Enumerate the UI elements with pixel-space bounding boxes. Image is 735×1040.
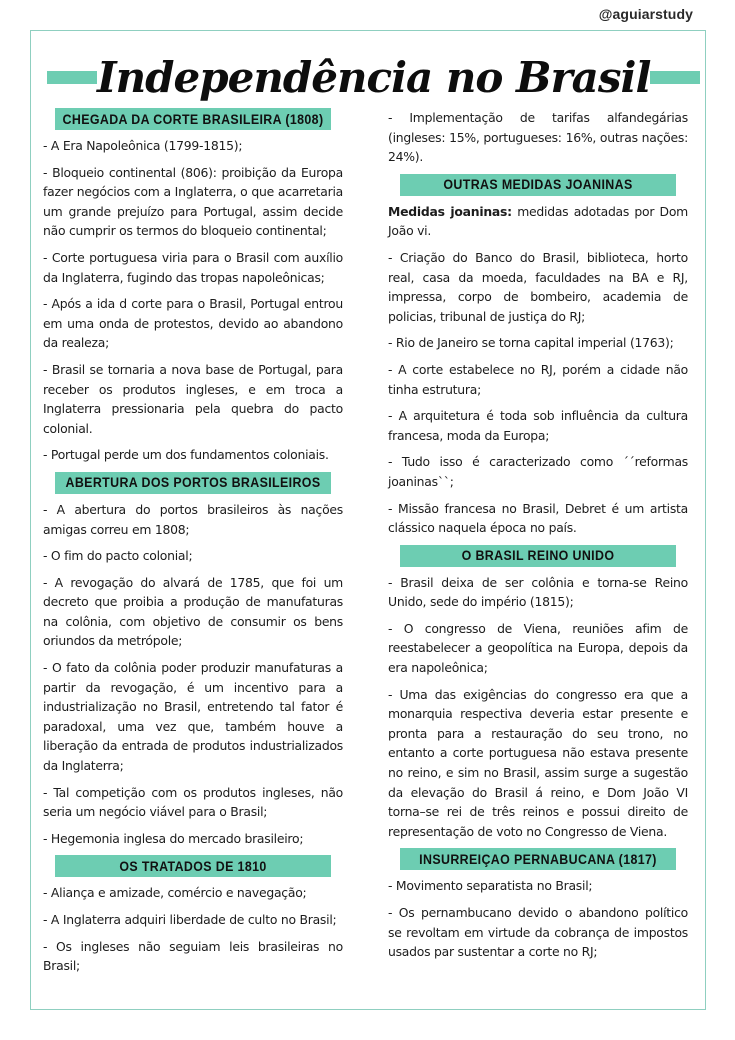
section-heading: CHEGADA DA CORTE BRASILEIRA (1808): [55, 108, 331, 130]
list-item: - Movimento separatista no Brasil;: [388, 878, 593, 894]
list-item: - Brasil se tornaria a nova base de Portugal, para receber os produtos ingleses, e em troca a Inglaterra pressionaria pela quebra do pacto colonial.: [43, 361, 343, 436]
section-reino-unido: [388, 545, 688, 842]
list-item: - Portugal perde um dos fundamentos coloniais.: [43, 447, 329, 463]
list-item: - O fim do pacto colonial;: [43, 548, 193, 564]
definition-text: medidas adotadas por Dom João vi.: [388, 203, 688, 239]
list-item: - Implementação de tarifas alfandegárias (ingleses: 15%, portugueses: 16%, outras nações: 24%).: [388, 110, 688, 165]
section-heading: INSURREIÇAO PERNABUCANA (1817): [400, 848, 676, 870]
list-item: - Aliança e amizade, comércio e navegação;: [43, 885, 307, 901]
title-bar-left: [47, 71, 97, 84]
list-item: - A abertura do portos brasileiros às nações amigas correu em 1808;: [43, 501, 343, 537]
list-item: - A Era Napoleônica (1799-1815);: [43, 138, 243, 153]
list-item: - Bloqueio continental (806): proibição da Europa fazer negócios com a Inglaterra, o que acarretaria um grande prejuízo para Portugal, assim decide não cumprir os termos do bloqueio continental;: [43, 164, 343, 239]
list-item: - Corte portuguesa viria para o Brasil com auxílio da Inglaterra, fugindo das tropas napoleônicas;: [43, 249, 343, 285]
list-item: - O congresso de Viena, reuniões afim de reestabelecer a geopolítica na Europa, depois da era napoleônica;: [388, 620, 688, 676]
list-item: - A Inglaterra adquiri liberdade de culto no Brasil;: [43, 912, 337, 927]
section-heading: ABERTURA DOS PORTOS BRASILEIROS: [55, 472, 331, 494]
list-item: - Rio de Janeiro se torna capital imperial (1763);: [388, 335, 674, 351]
list-item: - Após a ida d corte para o Brasil, Portugal entrou em uma onda de protestos, devido ao abandono da realeza;: [43, 296, 343, 351]
list-item: - O fato da colônia poder produzir manufaturas a partir da revogação, é um incentivo para a industrialização no Brasil, entretendo tal fator é paradoxal, uma vez que, também houve a liberação da entrada de produtos industrializados da Inglaterra;: [43, 660, 343, 774]
section-heading: O BRASIL REINO UNIDO: [400, 545, 676, 567]
section-heading: OUTRAS MEDIDAS JOANINAS: [400, 174, 676, 196]
list-item: - Os pernambucano devido o abandono político se revoltam em virtude da cobrança de impostos usados par sustentar a corte no RJ;: [388, 905, 688, 960]
list-item: - A arquitetura é toda sob influência da cultura francesa, moda da Europa;: [388, 408, 688, 443]
definition-term: Medidas joaninas:: [388, 203, 512, 219]
definition: [388, 202, 688, 241]
page-title: Independência no Brasil: [97, 52, 651, 102]
section-tratados-1810: [43, 855, 343, 975]
title-row: [47, 46, 690, 108]
list-item: - Criação do Banco do Brasil, biblioteca, horto real, casa da moeda, faculdades na BA e RJ, impressa, corpo de bombeiro, academia de policias, tribunal de justiça do RJ;: [388, 249, 688, 324]
section-heading: OS TRATADOS DE 1810: [55, 855, 331, 877]
list-item: - Hegemonia inglesa do mercado brasileiro;: [43, 830, 304, 846]
list-item: - A corte estabelece no RJ, porém a cidade não tinha estrutura;: [388, 361, 688, 397]
title-bar-right: [650, 71, 700, 84]
list-item: - Tudo isso é caracterizado como ´´reformas joaninas``;: [388, 454, 688, 489]
list-item: - Brasil deixa de ser colônia e torna-se Reino Unido, sede do império (1815);: [388, 574, 688, 610]
section-medidas-joaninas: [388, 174, 688, 538]
author-handle: @aguiarstudy: [598, 6, 693, 22]
left-column: [43, 108, 343, 983]
section-insurreicao-pernambucana: [388, 848, 688, 961]
list-item: - A revogação do alvará de 1785, que foi um decreto que proibia a produção de manufaturas na colônia, com objetivo de consumir os bens oriundos da metrópole;: [43, 574, 343, 649]
list-item: - Tal competição com os produtos ingleses, não seria um negócio viável para o Brasil;: [43, 784, 343, 820]
right-column: [388, 108, 688, 969]
list-item: - Os ingleses não seguiam leis brasileiras no Brasil;: [43, 938, 343, 974]
list-item: - Uma das exigências do congresso era que a monarquia respectiva deveria estar presente e pronta para a restauração do seu trono, no entanto a corte portuguesa não estava presente no reino, e sim no Brasil, assim surge a sugestão da elevação do Brasil á reino, e Dom João VI torna–se rei de três reinos e possui direito de representação de voto no Congresso de Viena.: [388, 686, 688, 839]
section-abertura-portos: [43, 472, 343, 849]
list-item: - Missão francesa no Brasil, Debret é um artista clássico naquela época no país.: [388, 500, 688, 536]
section-chegada: [43, 108, 343, 465]
